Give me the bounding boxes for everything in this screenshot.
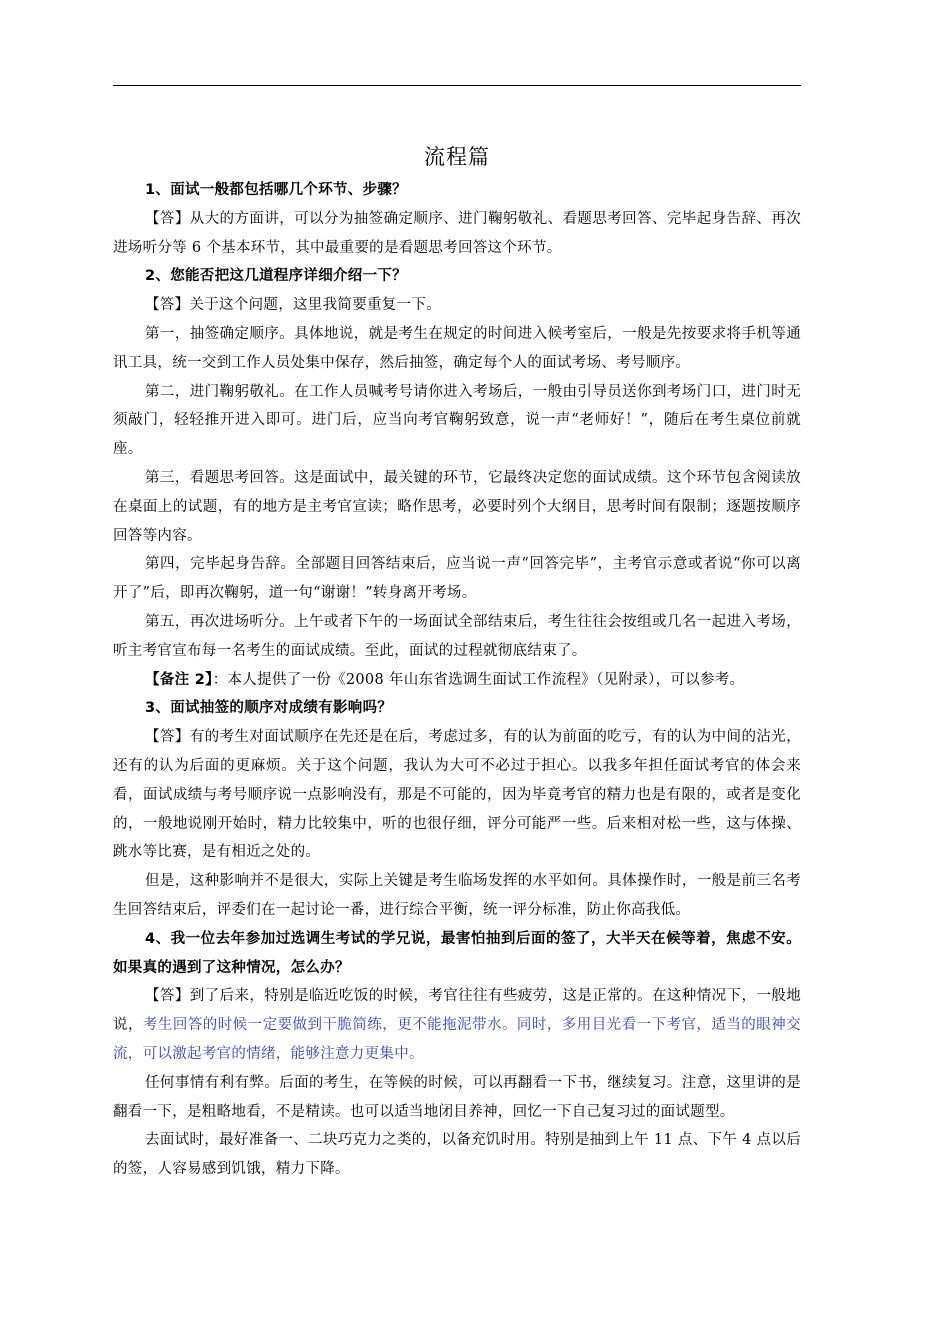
answer-2-step-4: 第四，完毕起身告辞。全部题目回答结束后，应当说一声“回答完毕”，主考官示意或者说“你可以离开了”后，即再次鞠躬，道一句“谢谢！”转身离开考场。 bbox=[113, 556, 801, 602]
answer-3-para-2: 但是，这种影响并不是很大，实际上关键是考生临场发挥的水平如何。具体操作时，一般是前三名考生回答结束后，评委们在一起讨论一番，进行综合平衡，统一评分标准，防止你高我低。 bbox=[113, 873, 801, 918]
page-title: 流程篇 bbox=[424, 145, 490, 169]
answer-4-para-3: 去面试时，最好准备一、二块巧克力之类的，以备充饥时用。特别是抽到上午 11 点、下午 4 点以后的签，人容易感到饥饿，精力下降。 bbox=[113, 1132, 801, 1178]
answer-2-step-2: 第二，进门鞠躬敬礼。在工作人员喊考号请你进入考场后，一般由引导员送你到考场门口，进门时无须敲门，轻轻推开进入即可。进门后，应当向考官鞠躬致意，说一声“老师好！”，随后在考生桌位前就座。 bbox=[113, 383, 801, 458]
header-rule bbox=[113, 85, 801, 86]
answer-2-intro: 【答】关于这个问题，这里我简要重复一下。 bbox=[145, 297, 441, 314]
answer-4-para-1 bbox=[113, 982, 801, 1068]
question-2: 2、您能否把这几道程序详细介绍一下？ bbox=[145, 268, 407, 285]
answer-1: 【答】从大的方面讲，可以分为抽签确定顺序、进门鞠躬敬礼、看题思考回答、完毕起身告辞、再次进场听分等 6 个基本环节，其中最重要的是看题思考回答这个环节。 bbox=[113, 210, 801, 256]
question-4: 4、我一位去年参加过选调生考试的学兄说，最害怕抽到后面的签了，大半天在候等着，焦虑不安。如果真的遇到了这种情况，怎么办？ bbox=[113, 930, 801, 976]
document-body bbox=[113, 140, 801, 1184]
answer-4-para-1-start: 【答】到了后来，特别是临近吃饭的时候，考官往往有些疲劳，这是正常的。在这种情况下，一般地说， bbox=[113, 988, 801, 1034]
answer-2-step-1: 第一，抽签确定顺序。具体地说，就是考生在规定的时间进入候考室后，一般是先按要求将手机等通讯工具，统一交到工作人员处集中保存，然后抽签，确定每个人的面试考场、考号顺序。 bbox=[113, 325, 801, 371]
note-2-text: ：本人提供了一份《2008 年山东省选调生面试工作流程》（见附录），可以参考。 bbox=[212, 671, 745, 688]
answer-4-para-2: 任何事情有利有弊。后面的考生，在等候的时候，可以再翻看一下书，继续复习。注意，这里讲的是翻看一下，是粗略地看，不是精读。也可以适当地闭目养神，回忆一下自己复习过的面试题型。 bbox=[113, 1074, 801, 1120]
answer-2-step-5: 第五，再次进场听分。上午或者下午的一场面试全部结束后，考生往往会按组或几名一起进入考场，听主考官宣布每一名考生的面试成绩。至此，面试的过程就彻底结束了。 bbox=[113, 613, 801, 659]
answer-4-highlight: 考生回答的时候一定要做到干脆简练，更不能拖泥带水。同时，多用目光看一下考官，适当的眼神交流，可以激起考官的情绪，能够注意力更集中。 bbox=[113, 1017, 801, 1062]
answer-2-step-3: 第三，看题思考回答。这是面试中，最关键的环节，它最终决定您的面试成绩。这个环节包含阅读放在桌面上的试题，有的地方是主考官宣读；略作思考，必要时列个大纲目，思考时间有限制；逐题按顺序回答等内容。 bbox=[113, 469, 801, 544]
question-3: 3、面试抽签的顺序对成绩有影响吗？ bbox=[145, 700, 393, 717]
answer-3-para-1: 【答】有的考生对面试顺序在先还是在后，考虑过多，有的认为前面的吃亏，有的认为中间的沾光，还有的认为后面的更麻烦。关于这个问题，我认为大可不必过于担心。以我多年担任面试考官的体会来看，面试成绩与考号顺序说一点影响没有，那是不可能的，因为毕竟考官的精力也是有限的，或者是变化的，一般地说刚开始时，精力比较集中，听的也很仔细，评分可能严一些。后来相对松一些，这与体操、跳水等比赛，是有相近之处的。 bbox=[113, 729, 801, 861]
note-2-label: 【备注 2】 bbox=[145, 671, 213, 688]
note-2 bbox=[113, 666, 801, 695]
question-1: 1、面试一般都包括哪几个环节、步骤？ bbox=[145, 182, 407, 198]
